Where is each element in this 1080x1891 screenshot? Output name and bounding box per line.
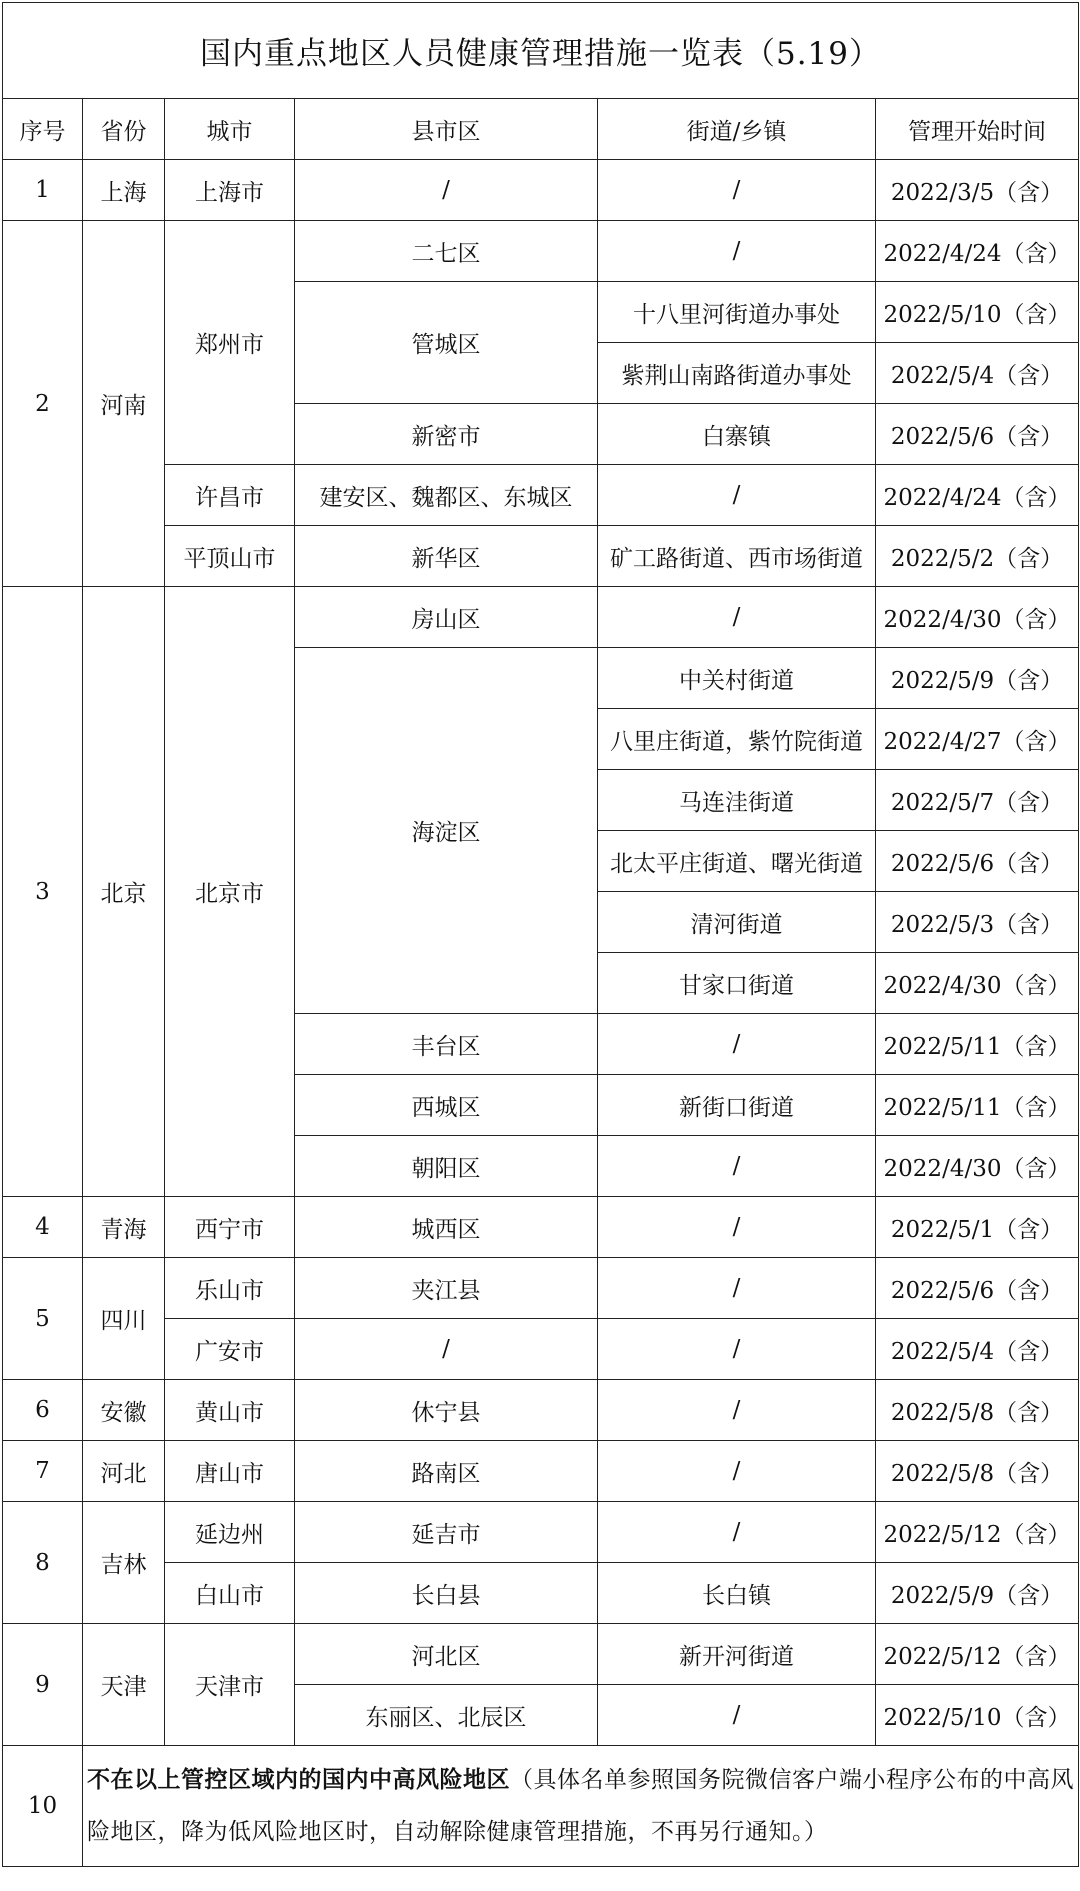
row-index: 5: [3, 1258, 83, 1380]
street-cell: /: [598, 1319, 876, 1380]
header-row: [3, 99, 1079, 160]
city-cell: 上海市: [165, 160, 295, 221]
street-cell: /: [598, 1258, 876, 1319]
city-cell: 白山市: [165, 1563, 295, 1624]
header-street: 街道/乡镇: [598, 99, 876, 160]
street-cell: 中关村街道: [598, 648, 876, 709]
row-index: 1: [3, 160, 83, 221]
province-cell: 河南: [83, 221, 165, 587]
start-date-cell: 2022/5/4（含）: [876, 1319, 1079, 1380]
street-cell: /: [598, 221, 876, 282]
province-cell: 安徽: [83, 1380, 165, 1441]
street-cell: 矿工路街道、西市场街道: [598, 526, 876, 587]
city-cell: 广安市: [165, 1319, 295, 1380]
note-row: [3, 1746, 1079, 1867]
province-cell: 吉林: [83, 1502, 165, 1624]
city-cell: 延边州: [165, 1502, 295, 1563]
street-cell: /: [598, 1380, 876, 1441]
street-cell: 白寨镇: [598, 404, 876, 465]
row-index: 2: [3, 221, 83, 587]
district-cell: 朝阳区: [295, 1136, 598, 1197]
street-cell: 长白镇: [598, 1563, 876, 1624]
table-row: [3, 587, 1079, 648]
city-cell: 郑州市: [165, 221, 295, 465]
start-date-cell: 2022/5/4（含）: [876, 343, 1079, 404]
note-index: 10: [3, 1746, 83, 1867]
start-date-cell: 2022/5/3（含）: [876, 892, 1079, 953]
city-cell: 乐山市: [165, 1258, 295, 1319]
start-date-cell: 2022/5/6（含）: [876, 404, 1079, 465]
district-cell: 丰台区: [295, 1014, 598, 1075]
table-row: [3, 221, 1079, 282]
district-cell: 新华区: [295, 526, 598, 587]
district-cell: 西城区: [295, 1075, 598, 1136]
start-date-cell: 2022/3/5（含）: [876, 160, 1079, 221]
start-date-cell: 2022/5/12（含）: [876, 1624, 1079, 1685]
street-cell: 八里庄街道，紫竹院街道: [598, 709, 876, 770]
table-row: [3, 526, 1079, 587]
street-cell: 十八里河街道办事处: [598, 282, 876, 343]
start-date-cell: 2022/4/24（含）: [876, 221, 1079, 282]
street-cell: /: [598, 587, 876, 648]
street-cell: 紫荆山南路街道办事处: [598, 343, 876, 404]
district-cell: 路南区: [295, 1441, 598, 1502]
district-cell: 城西区: [295, 1197, 598, 1258]
street-cell: /: [598, 1502, 876, 1563]
district-cell: 河北区: [295, 1624, 598, 1685]
start-date-cell: 2022/4/30（含）: [876, 953, 1079, 1014]
table-row: [3, 465, 1079, 526]
street-cell: 马连洼街道: [598, 770, 876, 831]
start-date-cell: 2022/4/24（含）: [876, 465, 1079, 526]
table-row: [3, 1197, 1079, 1258]
start-date-cell: 2022/5/8（含）: [876, 1441, 1079, 1502]
province-cell: 上海: [83, 160, 165, 221]
header-province: 省份: [83, 99, 165, 160]
row-index: 9: [3, 1624, 83, 1746]
street-cell: /: [598, 465, 876, 526]
district-cell: 管城区: [295, 282, 598, 404]
district-cell: 房山区: [295, 587, 598, 648]
street-cell: 北太平庄街道、曙光街道: [598, 831, 876, 892]
row-index: 6: [3, 1380, 83, 1441]
city-cell: 西宁市: [165, 1197, 295, 1258]
header-start-time: 管理开始时间: [876, 99, 1079, 160]
start-date-cell: 2022/5/11（含）: [876, 1075, 1079, 1136]
district-cell: 二七区: [295, 221, 598, 282]
province-cell: 四川: [83, 1258, 165, 1380]
district-cell: /: [295, 160, 598, 221]
street-cell: 新开河街道: [598, 1624, 876, 1685]
district-cell: 休宁县: [295, 1380, 598, 1441]
start-date-cell: 2022/5/12（含）: [876, 1502, 1079, 1563]
note-cell: [83, 1746, 1079, 1867]
start-date-cell: 2022/4/30（含）: [876, 1136, 1079, 1197]
header-index: 序号: [3, 99, 83, 160]
table-row: [3, 1258, 1079, 1319]
street-cell: 甘家口街道: [598, 953, 876, 1014]
street-cell: /: [598, 160, 876, 221]
start-date-cell: 2022/5/10（含）: [876, 1685, 1079, 1746]
district-cell: 东丽区、北辰区: [295, 1685, 598, 1746]
district-cell: /: [295, 1319, 598, 1380]
row-index: 8: [3, 1502, 83, 1624]
start-date-cell: 2022/5/8（含）: [876, 1380, 1079, 1441]
city-cell: 天津市: [165, 1624, 295, 1746]
province-cell: 北京: [83, 587, 165, 1197]
note-bold-text: 不在以上管控区域内的国内中高风险地区: [87, 1766, 510, 1793]
start-date-cell: 2022/4/27（含）: [876, 709, 1079, 770]
province-cell: 青海: [83, 1197, 165, 1258]
street-cell: /: [598, 1441, 876, 1502]
city-cell: 许昌市: [165, 465, 295, 526]
table-title: 国内重点地区人员健康管理措施一览表（5.19）: [3, 3, 1079, 99]
start-date-cell: 2022/5/6（含）: [876, 1258, 1079, 1319]
row-index: 3: [3, 587, 83, 1197]
header-district: 县市区: [295, 99, 598, 160]
table-row: [3, 1563, 1079, 1624]
district-cell: 长白县: [295, 1563, 598, 1624]
table-row: [3, 1624, 1079, 1685]
start-date-cell: 2022/5/6（含）: [876, 831, 1079, 892]
street-cell: 新街口街道: [598, 1075, 876, 1136]
city-cell: 平顶山市: [165, 526, 295, 587]
start-date-cell: 2022/5/11（含）: [876, 1014, 1079, 1075]
start-date-cell: 2022/5/1（含）: [876, 1197, 1079, 1258]
start-date-cell: 2022/5/9（含）: [876, 1563, 1079, 1624]
province-cell: 天津: [83, 1624, 165, 1746]
row-index: 4: [3, 1197, 83, 1258]
start-date-cell: 2022/5/9（含）: [876, 648, 1079, 709]
measures-sheet: [2, 2, 1078, 1889]
district-cell: 建安区、魏都区、东城区: [295, 465, 598, 526]
district-cell: 夹江县: [295, 1258, 598, 1319]
street-cell: 清河街道: [598, 892, 876, 953]
header-city: 城市: [165, 99, 295, 160]
note-detail-text: （具体名单参照国务院微信客户端小程序公布的中高风险地区，降为低风险地区时，自动解除健康管理措施，不再另行通知。）: [87, 1767, 1074, 1845]
table-row: [3, 1380, 1079, 1441]
table-row: [3, 1502, 1079, 1563]
city-cell: 北京市: [165, 587, 295, 1197]
city-cell: 唐山市: [165, 1441, 295, 1502]
province-cell: 河北: [83, 1441, 165, 1502]
table-row: [3, 160, 1079, 221]
start-date-cell: 2022/5/2（含）: [876, 526, 1079, 587]
start-date-cell: 2022/5/10（含）: [876, 282, 1079, 343]
row-index: 7: [3, 1441, 83, 1502]
health-measures-table: [2, 2, 1079, 1867]
start-date-cell: 2022/5/7（含）: [876, 770, 1079, 831]
table-row: [3, 1319, 1079, 1380]
street-cell: /: [598, 1685, 876, 1746]
street-cell: /: [598, 1014, 876, 1075]
street-cell: /: [598, 1136, 876, 1197]
district-cell: 新密市: [295, 404, 598, 465]
district-cell: 海淀区: [295, 648, 598, 1014]
street-cell: /: [598, 1197, 876, 1258]
table-row: [3, 1441, 1079, 1502]
district-cell: 延吉市: [295, 1502, 598, 1563]
start-date-cell: 2022/4/30（含）: [876, 587, 1079, 648]
city-cell: 黄山市: [165, 1380, 295, 1441]
